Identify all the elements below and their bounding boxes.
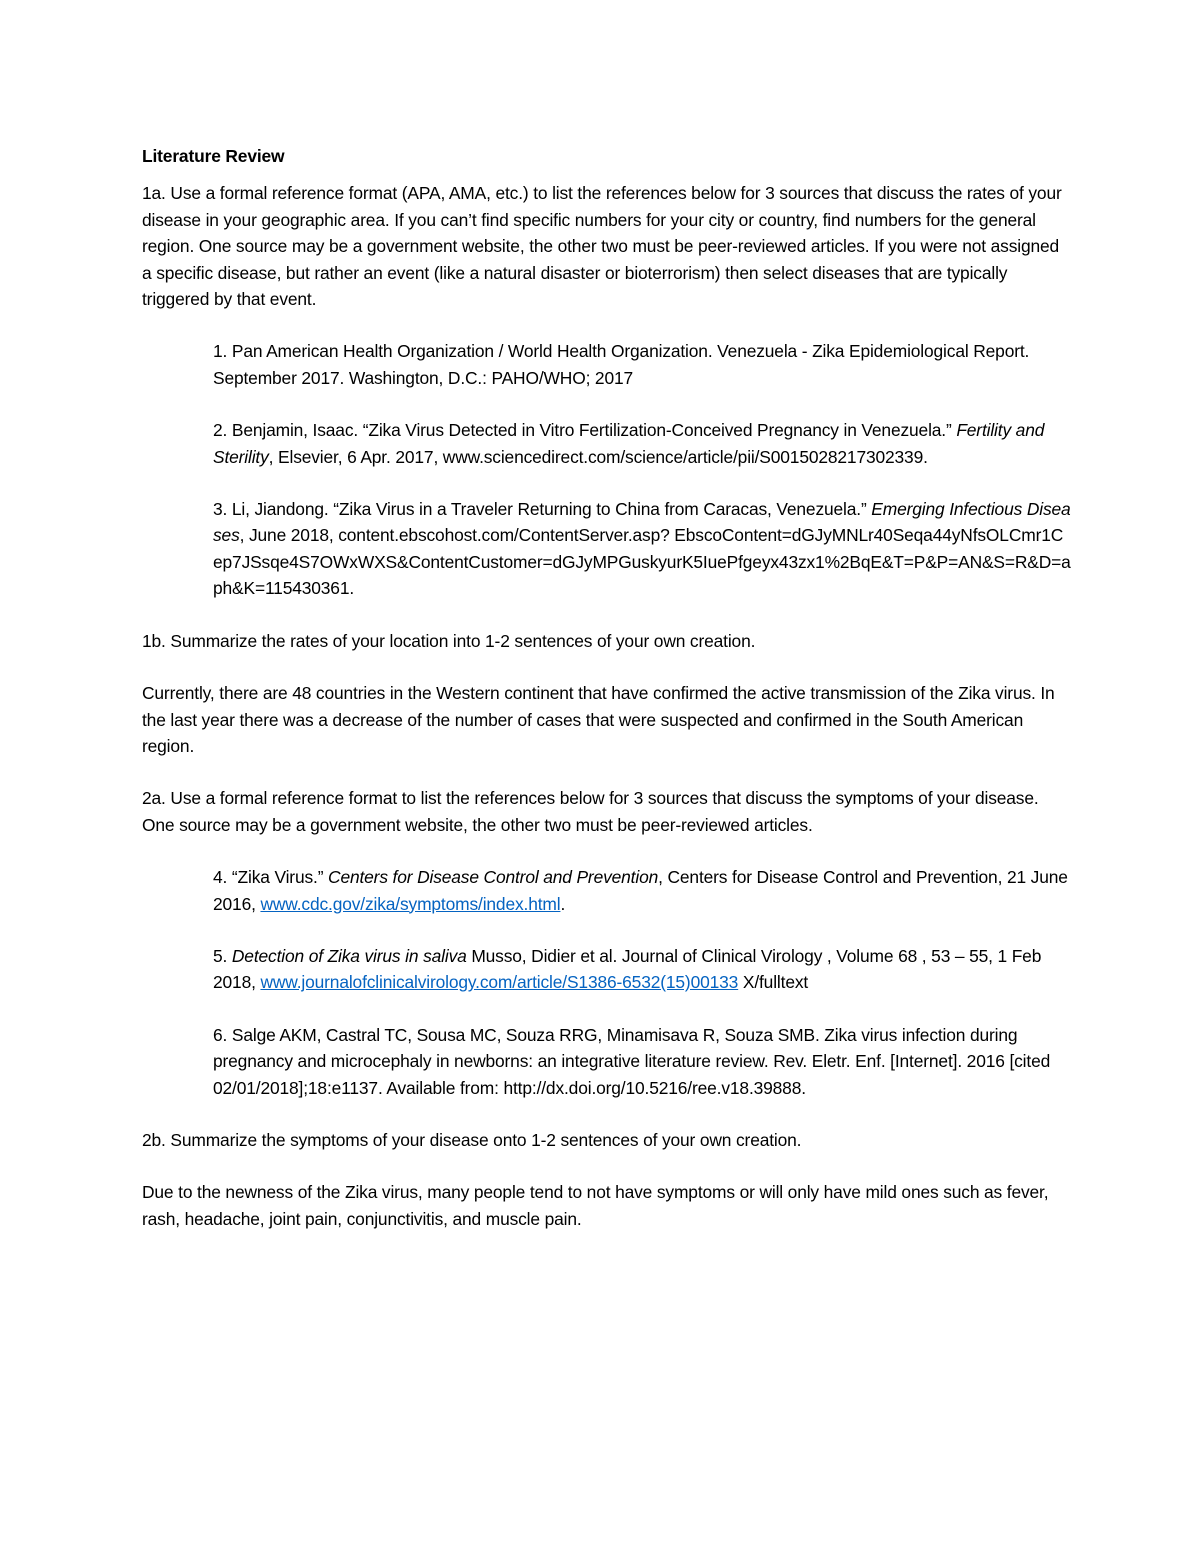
source-title: Centers for Disease Control and Prevention: [328, 867, 659, 888]
answer-1b: Currently, there are 48 countries in the Western continent that have confirmed the active transmission of the Zika virus. In the last year there was a decrease of the number of cases that were suspected and confirmed in the South American region.: [142, 683, 1055, 756]
reference-text: , June 2018, content.ebscohost.com/ContentServer.asp? EbscoContent=dGJyMNLr40Seqa44yNfsOLCmr1Cep7JSsqe4S7OWxWXS&ContentCustomer=dGJyMPGuskyurK5IuePfgeyx43zx1%2BqE&T=P&P=AN&S=R&D=aph&K=115430361.: [213, 525, 1071, 599]
question-text: Summarize the symptoms of your disease onto 1-2 sentences of your own creation.: [165, 1129, 802, 1150]
document-body: [142, 143, 1072, 1258]
question-text: Use a formal reference format to list the references below for 3 sources that discuss the symptoms of your disease. One source may be a government website, the other two must be peer-reviewed articles.: [142, 788, 1039, 835]
article-title: Detection of Zika virus in saliva: [231, 945, 467, 966]
question-text: Use a formal reference format (APA, AMA, etc.) to list the references below for 3 sources that discuss the rates of your disease in your geographic area. If you can’t find specific numbers for your city or country, find numbers for the general region. One source may be a government website, the other two must be peer-reviewed articles. If you were not assigned a specific disease, but rather an event (like a natural disaster or bioterrorism) then select diseases that are typically triggered by that event.: [142, 183, 1062, 310]
reference-6: 6. Salge AKM, Castral TC, Sousa MC, Souza RRG, Minamisava R, Souza SMB. Zika virus infection during pregnancy and microcephaly in newborns: an integrative literature review. Rev. Eletr. Enf. [Internet]. 2016 [cited 02/01/2018];18:e1137. Available from: http://dx.doi.org/10.5216/ree.v18.39888.: [213, 1024, 1051, 1098]
reference-link[interactable]: www.journalofclinicalvirology.com/article/S1386-6532(15)00133: [260, 972, 739, 993]
question-2a: [142, 785, 1072, 838]
reference-text: , Centers for Disease Control and Prevention, 21 June 2016,: [213, 867, 1068, 914]
answer-2b: Due to the newness of the Zika virus, many people tend to not have symptoms or will only have mild ones such as fever, rash, headache, joint pain, conjunctivitis, and muscle pain.: [142, 1182, 1049, 1229]
question-2b: [142, 1127, 1072, 1153]
reference-1: 1. Pan American Health Organization / World Health Organization. Venezuela - Zika Epidemiological Report. September 2017. Washington, D.C.: PAHO/WHO; 2017: [213, 341, 1030, 388]
reference-link[interactable]: www.cdc.gov/zika/symptoms/index.html: [260, 893, 561, 914]
reference-text: Musso, Didier et al. Journal of Clinical Virology , Volume 68 , 53 – 55, 1 Feb 2018,: [213, 945, 1042, 993]
question-1b: [142, 628, 1072, 654]
reference-4: [213, 864, 1072, 917]
question-number: 2a.: [142, 788, 166, 809]
reference-text: .: [560, 893, 566, 914]
question-number: 2b.: [142, 1129, 166, 1150]
question-number: 1a.: [142, 183, 166, 204]
reference-5: [213, 943, 1072, 996]
reference-text: 5.: [213, 945, 232, 966]
reference-text: X/fulltext: [738, 972, 809, 993]
reference-3: [213, 496, 1072, 602]
question-text: Summarize the rates of your location into 1-2 sentences of your own creation.: [165, 630, 756, 651]
reference-text: 2. Benjamin, Isaac. “Zika Virus Detected in Vitro Fertilization-Conceived Pregnancy in Venezuela.”: [213, 420, 957, 441]
reference-text: , Elsevier, 6 Apr. 2017, www.sciencedirect.com/science/article/pii/S0015028217302339.: [268, 446, 928, 467]
reference-text: 4. “Zika Virus.”: [213, 867, 329, 888]
question-1a: [142, 180, 1072, 312]
question-number: 1b.: [142, 630, 166, 651]
journal-title: Fertility and Sterility: [213, 420, 1045, 467]
reference-text: 3. Li, Jiandong. “Zika Virus in a Traveler Returning to China from Caracas, Venezuela.”: [213, 499, 872, 520]
journal-title: Emerging Infectious Diseases: [213, 499, 1071, 546]
reference-2: [213, 417, 1072, 470]
page-title: Literature Review: [142, 146, 285, 166]
